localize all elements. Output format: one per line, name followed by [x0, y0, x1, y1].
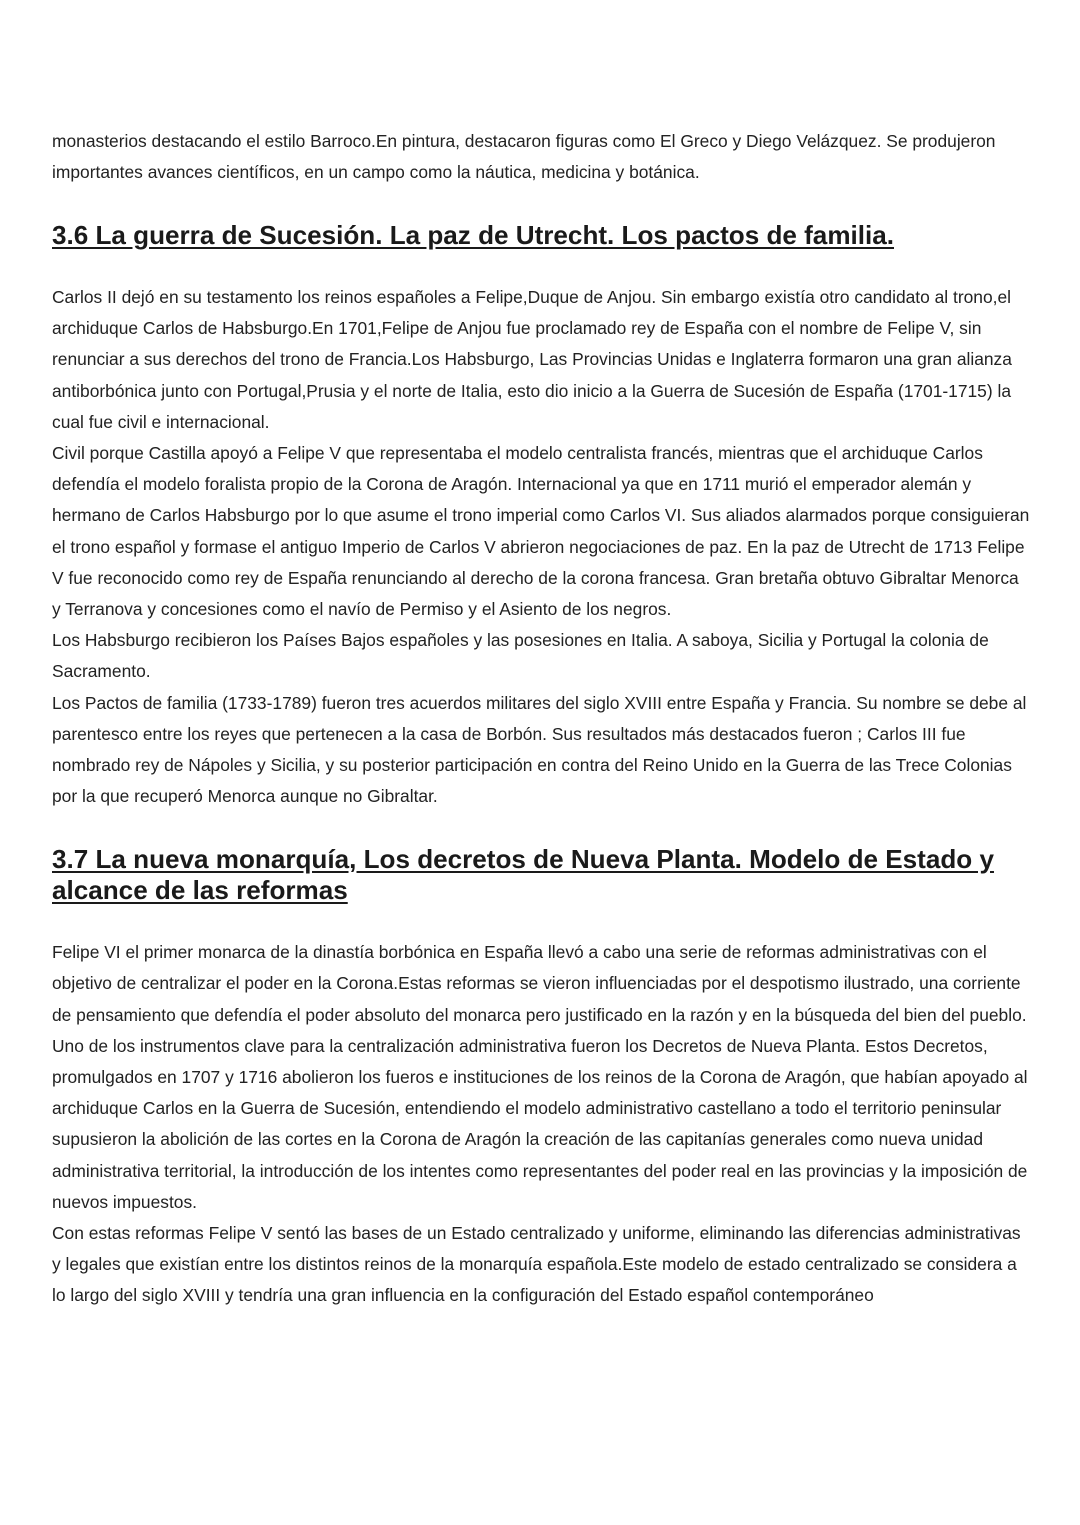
- intro-paragraph: monasterios destacando el estilo Barroco.En pintura, destacaron figuras como El Greco y Diego Velázquez. Se produjeron importantes avances científicos, en un campo como la náutica, medicina y botánica.: [52, 131, 996, 183]
- section-3-6-paragraph: Civil porque Castilla apoyó a Felipe V que representaba el modelo centralista francés, mientras que el archiduque Carlos defendía el modelo foralista propio de la Corona de Aragón. Internacional ya que en 1711 murió el emperador alemán y hermano de Carlos Habsburgo por lo que asume el trono imperial como Carlos VI. Sus aliados alarmados porque consiguieran el trono español y formase el antiguo Imperio de Carlos V abrieron negociaciones de paz. En la paz de Utrecht de 1713 Felipe V fue reconocido como rey de España renunciando al derecho de la corona francesa. Gran bretaña obtuvo Gibraltar Menorca y Terranova y concesiones como el navío de Permiso y el Asiento de los negros.: [52, 443, 1030, 620]
- section-3-7-paragraph: Felipe VI el primer monarca de la dinastía borbónica en España llevó a cabo una serie de reformas administrativas con el objetivo de centralizar el poder en la Corona.Estas reformas se vieron influenciadas por el despotismo ilustrado, una corriente de pensamiento que defendía el poder absoluto del monarca pero justificado en la razón y en la búsqueda del bien del pueblo.: [52, 942, 1027, 1025]
- section-3-6-paragraph: Carlos II dejó en su testamento los reinos españoles a Felipe,Duque de Anjou. Sin embargo existía otro candidato al trono,el archiduque Carlos de Habsburgo.En 1701,Felipe de Anjou fue proclamado rey de España con el nombre de Felipe V, sin renunciar a sus derechos del trono de Francia.Los Habsburgo, Las Provincias Unidas e Inglaterra formaron una gran alianza antiborbónica junto con Portugal,Prusia y el norte de Italia, esto dio inicio a la Guerra de Sucesión de España (1701-1715) la cual fue civil e internacional.: [52, 286, 1012, 432]
- section-3-6-paragraph: Los Habsburgo recibieron los Países Bajos españoles y las posesiones en Italia. A saboya, Sicilia y Portugal la colonia de Sacramento.: [52, 630, 989, 682]
- section-3-6-paragraph: Los Pactos de familia (1733-1789) fueron tres acuerdos militares del siglo XVIII entre España y Francia. Su nombre se debe al parentesco entre los reyes que pertenecen a la casa de Borbón. Sus resultados más destacados fueron ; Carlos III fue nombrado rey de Nápoles y Sicilia, y su posterior participación en contra del Reino Unido en la Guerra de las Trece Colonias por la que recuperó Menorca aunque no Gibraltar.: [52, 692, 1027, 807]
- section-3-7-heading: 3.7 La nueva monarquía, Los decretos de Nueva Planta. Modelo de Estado y alcance de las reformas: [52, 843, 994, 905]
- section-3-6-heading: 3.6 La guerra de Sucesión. La paz de Utrecht. Los pactos de familia.: [52, 219, 894, 250]
- section-3-7-paragraph: Con estas reformas Felipe V sentó las bases de un Estado centralizado y uniforme, eliminando las diferencias administrativas y legales que existían entre los distintos reinos de la monarquía española.Este modelo de estado centralizado se considera a lo largo del siglo XVIII y tendría una gran influencia en la configuración del Estado español contemporáneo: [52, 1223, 1021, 1306]
- document-page: [52, 126, 1032, 1312]
- spacer: [52, 812, 1032, 843]
- section-3-7-paragraph: Uno de los instrumentos clave para la centralización administrativa fueron los Decretos de Nueva Planta. Estos Decretos, promulgados en 1707 y 1716 abolieron los fueros e instituciones de los reinos de la Corona de Aragón, que habían apoyado al archiduque Carlos en la Guerra de Sucesión, entendiendo el modelo administrativo castellano a todo el territorio peninsular supusieron la abolición de las cortes en la Corona de Aragón la creación de las capitanías generales como nueva unidad administrativa territorial, la introducción de los intentes como representantes del poder real en las provincias y la imposición de nuevos impuestos.: [52, 1035, 1028, 1212]
- spacer: [52, 188, 1032, 219]
- spacer: [52, 251, 1032, 282]
- spacer: [52, 906, 1032, 937]
